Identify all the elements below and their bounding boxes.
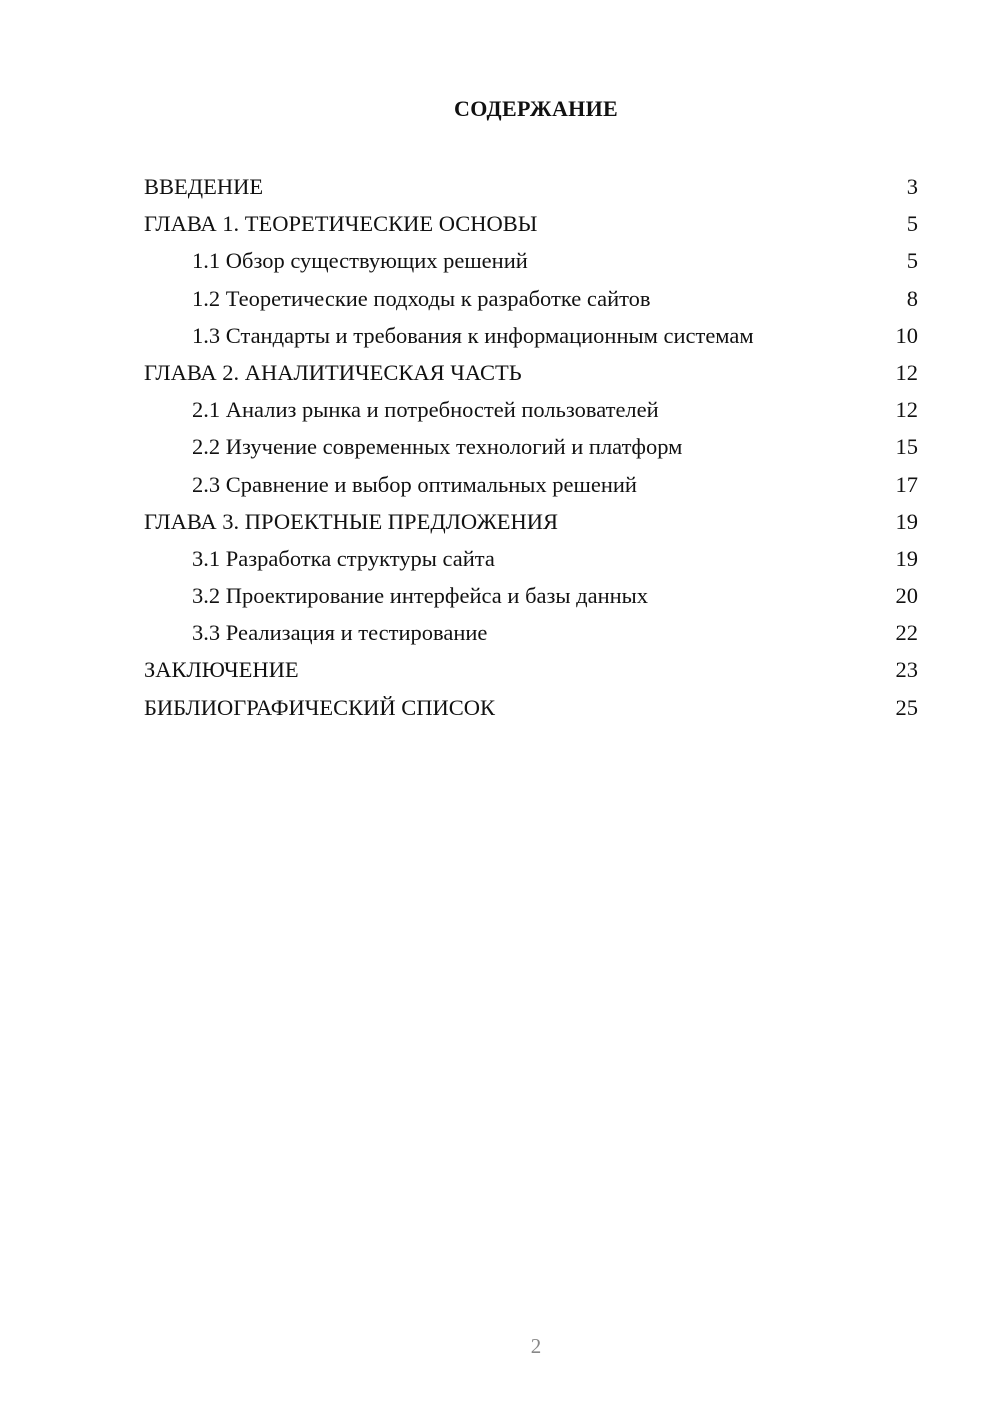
toc-entry-section-2-2	[144, 428, 918, 465]
toc-entry-page: 23	[895, 657, 918, 683]
toc-entry-introduction	[144, 168, 918, 205]
toc-entry-page: 20	[895, 583, 918, 609]
toc-entry-section-3-1	[144, 540, 918, 577]
toc-entry-chapter-1	[144, 205, 918, 242]
toc-entry-label: ГЛАВА 1. ТЕОРЕТИЧЕСКИЕ ОСНОВЫ	[144, 211, 538, 237]
toc-entry-page: 19	[895, 545, 918, 571]
toc-entry-page: 25	[895, 694, 918, 720]
toc-entry-page: 8	[906, 285, 918, 311]
toc-entry-page: 12	[895, 359, 918, 385]
toc-entry-section-1-2	[144, 280, 918, 317]
toc-entry-bibliography	[144, 689, 918, 726]
toc-entry-label: БИБЛИОГРАФИЧЕСКИЙ СПИСОК	[144, 694, 496, 720]
toc-entry-label: ВВЕДЕНИЕ	[144, 174, 264, 199]
toc-entry-page: 15	[895, 434, 918, 460]
toc-title: СОДЕРЖАНИЕ	[454, 96, 618, 121]
toc-entry-label: ГЛАВА 3. ПРОЕКТНЫЕ ПРЕДЛОЖЕНИЯ	[144, 508, 559, 534]
toc-entry-label: 3.2 Проектирование интерфейса и базы данных	[192, 583, 649, 609]
toc-entry-label: 2.3 Сравнение и выбор оптимальных решений	[192, 471, 637, 497]
toc-entry-section-2-1	[144, 391, 918, 428]
toc-entry-section-1-1	[144, 242, 918, 279]
toc-entry-page: 3	[906, 174, 918, 199]
toc-entry-page: 17	[895, 471, 918, 497]
toc-entry-page: 19	[895, 508, 918, 534]
toc-entry-label: 1.3 Стандарты и требования к информационным системам	[192, 322, 754, 348]
toc-entry-section-3-3	[144, 614, 918, 651]
toc-entry-chapter-3	[144, 503, 918, 540]
toc-entry-label: 1.1 Обзор существующих решений	[192, 248, 528, 274]
toc-entry-label: 2.1 Анализ рынка и потребностей пользователей	[192, 397, 659, 423]
toc-entry-label: 3.3 Реализация и тестирование	[192, 620, 488, 646]
toc-entry-chapter-2	[144, 354, 918, 391]
toc-entry-label: 2.2 Изучение современных технологий и платформ	[192, 434, 683, 460]
toc-entry-label: ГЛАВА 2. АНАЛИТИЧЕСКАЯ ЧАСТЬ	[144, 359, 522, 385]
toc-entry-section-3-2	[144, 577, 918, 614]
table-of-contents	[144, 168, 918, 726]
toc-entry-page: 10	[895, 322, 918, 348]
toc-entry-label: 3.1 Разработка структуры сайта	[192, 545, 495, 571]
toc-entry-page: 22	[895, 620, 918, 646]
toc-entry-section-1-3	[144, 317, 918, 354]
toc-entry-page: 12	[895, 397, 918, 423]
toc-entry-page: 5	[906, 248, 918, 274]
page-number: 2	[530, 1334, 542, 1358]
toc-entry-conclusion	[144, 651, 918, 688]
toc-entry-label: ЗАКЛЮЧЕНИЕ	[144, 657, 299, 683]
toc-entry-page: 5	[906, 211, 918, 237]
toc-entry-label: 1.2 Теоретические подходы к разработке сайтов	[192, 285, 651, 311]
toc-entry-section-2-3	[144, 466, 918, 503]
